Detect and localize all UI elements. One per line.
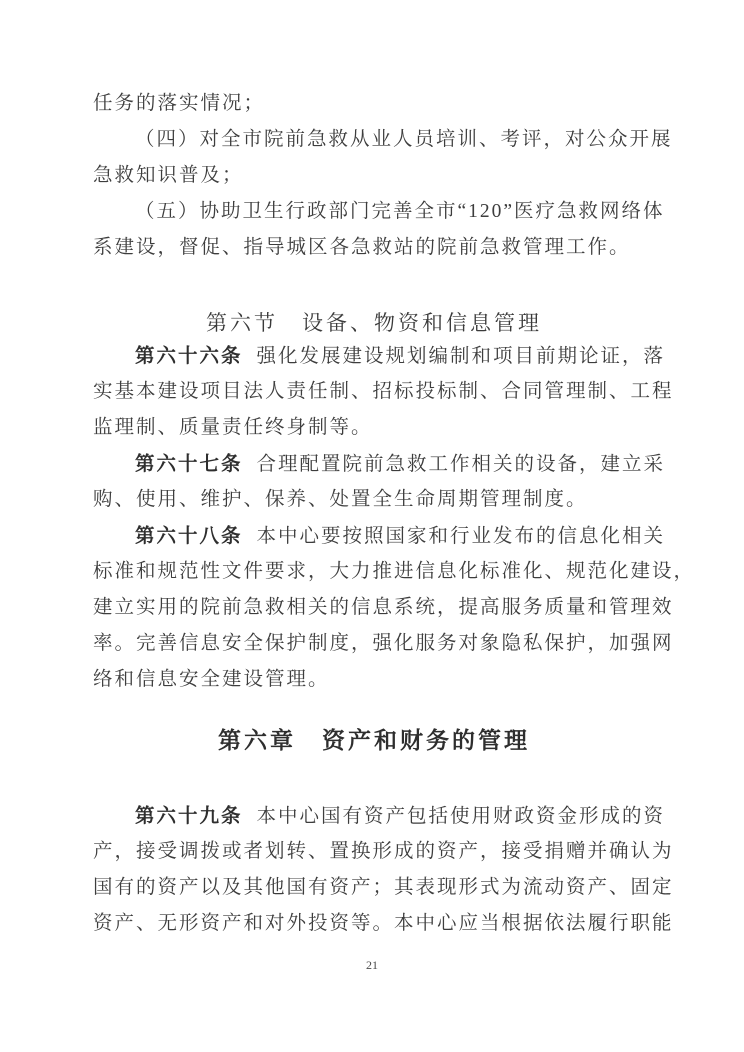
section-6-articles-block — [93, 338, 696, 698]
article-67-text: 合理配置院前急救工作相关的设备，建立采 — [256, 454, 666, 475]
item-5-line-1: （五）协助卫生行政部门完善全市“120”医疗急救网络体 — [135, 201, 665, 222]
prev-paragraph-end-line: 任务的落实情况； — [93, 93, 266, 114]
item-4-line-1: （四）对全市院前急救从业人员培训、考评，对公众开展 — [135, 129, 673, 150]
article-68-text: 本中心要按照国家和行业发布的信息化相关 — [256, 526, 666, 547]
article-66-number: 第六十六条 — [135, 345, 243, 367]
article-69-line-1 — [93, 798, 666, 834]
article-67-number: 第六十七条 — [135, 453, 243, 475]
article-66-line-1 — [93, 338, 666, 374]
article-68-line-1 — [93, 518, 666, 554]
item-5-line-2: 系建设，督促、指导城区各急救站的院前急救管理工作。 — [93, 237, 631, 258]
list-items-block — [93, 86, 673, 266]
page-number: 21 — [366, 958, 378, 972]
article-68-line-2: 标准和规范性文件要求，大力推进信息化标准化、规范化建设， — [93, 561, 696, 582]
article-69-line-3: 国有的资产以及其他国有资产；其表现形式为流动资产、固定 — [93, 877, 674, 898]
article-69-number: 第六十九条 — [135, 805, 243, 827]
article-68-line-4: 率。完善信息安全保护制度，强化服务对象隐私保护，加强网 — [93, 633, 674, 654]
article-69-text: 本中心国有资产包括使用财政资金形成的资 — [256, 806, 666, 827]
article-69-line-2: 产，接受调拨或者划转、置换形成的资产，接受捐赠并确认为 — [93, 841, 674, 862]
chapter-6-articles-block — [93, 798, 674, 942]
item-4-line-2: 急救知识普及； — [93, 165, 244, 186]
article-67-line-1 — [93, 446, 666, 482]
article-66-line-3: 监理制、质量责任终身制等。 — [93, 417, 373, 438]
article-66-line-2: 实基本建设项目法人责任制、招标投标制、合同管理制、工程 — [93, 381, 674, 402]
article-67-line-2: 购、使用、维护、保养、处置全生命周期管理制度。 — [93, 489, 588, 510]
section-6-heading: 第六节 设备、物资和信息管理 — [206, 311, 542, 335]
chapter-6-heading: 第六章 资产和财务的管理 — [218, 727, 530, 753]
article-68-number: 第六十八条 — [135, 525, 243, 547]
article-68-line-3: 建立实用的院前急救相关的信息系统，提高服务质量和管理效 — [93, 597, 674, 618]
article-68-line-5: 络和信息安全建设管理。 — [93, 669, 330, 690]
article-66-text: 强化发展建设规划编制和项目前期论证，落 — [256, 346, 666, 367]
article-69-line-4: 资产、无形资产和对外投资等。本中心应当根据依法履行职能 — [93, 913, 674, 934]
